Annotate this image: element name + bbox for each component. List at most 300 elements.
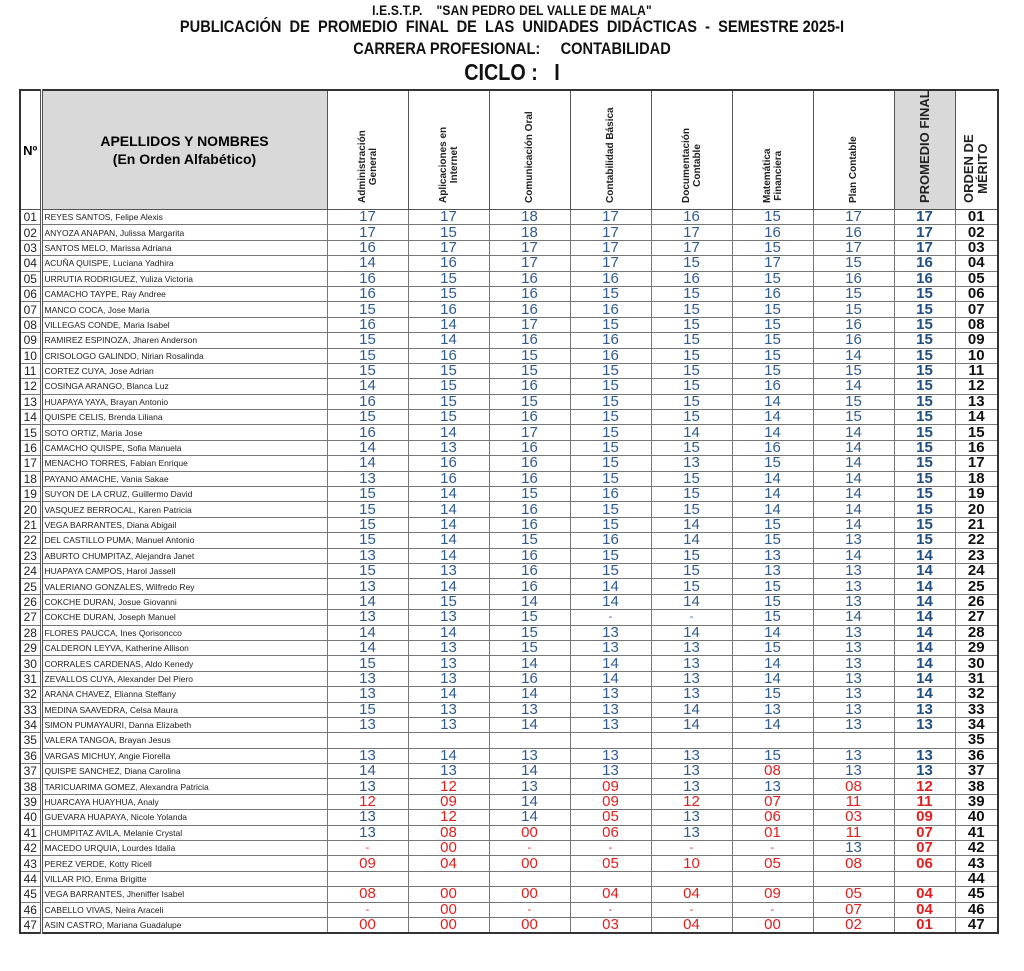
grade-cell: 13: [651, 687, 732, 702]
merit-rank: 24: [955, 563, 998, 578]
grade-cell: 13: [408, 610, 489, 625]
student-name: PAYANO AMACHE, Vania Sakae: [41, 471, 327, 486]
grade-cell: -: [732, 841, 813, 856]
student-name: ABURTO CHUMPITAZ, Alejandra Janet: [41, 548, 327, 563]
table-row: [20, 502, 998, 517]
grade-cell: 04: [408, 856, 489, 871]
grade-cell: 15: [651, 256, 732, 271]
grade-cell: 15: [570, 425, 651, 440]
grade-cell: 15: [570, 456, 651, 471]
student-name: CORTEZ CUYA, Jose Adrian: [41, 363, 327, 378]
grade-cell: 17: [813, 240, 894, 255]
institution-name: I.E.S.T.P. "SAN PEDRO DEL VALLE DE MALA": [372, 2, 652, 18]
final-average: 13: [894, 748, 955, 763]
grade-cell: 16: [327, 317, 408, 332]
table-row: [20, 333, 998, 348]
grade-cell: 16: [489, 410, 570, 425]
grade-cell: 07: [732, 794, 813, 809]
grade-cell: 17: [489, 240, 570, 255]
grade-cell: 05: [813, 887, 894, 902]
grade-cell: [651, 733, 732, 748]
grade-cell: 17: [732, 256, 813, 271]
row-number: 16: [20, 440, 41, 455]
grade-cell: -: [570, 610, 651, 625]
row-number: 24: [20, 563, 41, 578]
row-number: 03: [20, 240, 41, 255]
grade-cell: 14: [732, 717, 813, 732]
grade-cell: 16: [489, 333, 570, 348]
grade-cell: 16: [570, 348, 651, 363]
grade-cell: 04: [651, 887, 732, 902]
grade-cell: 11: [813, 825, 894, 840]
grade-cell: 14: [651, 594, 732, 609]
grade-cell: [327, 871, 408, 886]
table-row: [20, 902, 998, 917]
grade-cell: 14: [732, 410, 813, 425]
table-row: [20, 394, 998, 409]
table-row: [20, 594, 998, 609]
table-row: [20, 271, 998, 286]
grade-cell: 15: [732, 640, 813, 655]
grade-cell: 15: [489, 394, 570, 409]
grade-cell: 15: [732, 517, 813, 532]
final-average: 13: [894, 702, 955, 717]
merit-rank: 46: [955, 902, 998, 917]
grade-cell: 13: [327, 717, 408, 732]
grade-cell: 17: [570, 256, 651, 271]
student-name: CORRALES CARDENAS, Aldo Kenedy: [41, 656, 327, 671]
grade-cell: 17: [570, 210, 651, 225]
final-average: 15: [894, 410, 955, 425]
grade-cell: 15: [489, 487, 570, 502]
final-average: 14: [894, 625, 955, 640]
student-name: MENACHO TORRES, Fabian Enrique: [41, 456, 327, 471]
grade-cell: 13: [651, 656, 732, 671]
grade-cell: 13: [327, 548, 408, 563]
grade-cell: 16: [489, 379, 570, 394]
grade-cell: 01: [732, 825, 813, 840]
grade-cell: 15: [327, 702, 408, 717]
grade-cell: 00: [732, 917, 813, 933]
table-row: [20, 825, 998, 840]
grade-cell: 00: [408, 887, 489, 902]
grade-cell: 15: [570, 379, 651, 394]
grade-cell: 05: [570, 856, 651, 871]
table-row: [20, 917, 998, 933]
merit-rank: 19: [955, 487, 998, 502]
grade-cell: 15: [570, 517, 651, 532]
grade-cell: 13: [813, 533, 894, 548]
grade-cell: 16: [813, 225, 894, 240]
grade-cell: 15: [651, 502, 732, 517]
student-name: ZEVALLOS CUYA, Alexander Del Piero: [41, 671, 327, 686]
merit-rank: 31: [955, 671, 998, 686]
grade-cell: -: [489, 841, 570, 856]
merit-rank: 08: [955, 317, 998, 332]
student-name: QUISPE SANCHEZ, Diana Carolina: [41, 764, 327, 779]
merit-rank: 41: [955, 825, 998, 840]
grade-cell: 09: [570, 779, 651, 794]
grade-cell: 13: [813, 563, 894, 578]
row-number: 07: [20, 302, 41, 317]
merit-rank: 25: [955, 579, 998, 594]
grade-cell: 03: [813, 810, 894, 825]
merit-rank: 13: [955, 394, 998, 409]
student-name: REYES SANTOS, Felipe Alexis: [41, 210, 327, 225]
grade-cell: 14: [408, 533, 489, 548]
row-number: 15: [20, 425, 41, 440]
grade-cell: 13: [570, 764, 651, 779]
merit-rank: 43: [955, 856, 998, 871]
final-average: 13: [894, 764, 955, 779]
grade-cell: 14: [327, 625, 408, 640]
grade-cell: 09: [327, 856, 408, 871]
merit-rank: 01: [955, 210, 998, 225]
grade-cell: 06: [732, 810, 813, 825]
student-rows: [20, 210, 998, 934]
grade-cell: 15: [732, 533, 813, 548]
merit-rank: 17: [955, 456, 998, 471]
grade-cell: 15: [813, 394, 894, 409]
grade-cell: 15: [732, 687, 813, 702]
grade-cell: 13: [489, 702, 570, 717]
document-title: PUBLICACIÓN DE PROMEDIO FINAL DE LAS UNIDADES DIDÁCTICAS - SEMESTRE 2025-I: [179, 17, 845, 36]
final-average: [894, 871, 955, 886]
grade-cell: 14: [408, 425, 489, 440]
grade-cell: 15: [570, 471, 651, 486]
row-number: 46: [20, 902, 41, 917]
final-average: 15: [894, 487, 955, 502]
grade-cell: 16: [489, 502, 570, 517]
grade-cell: 15: [732, 348, 813, 363]
grade-cell: 00: [489, 825, 570, 840]
table-row: [20, 841, 998, 856]
grade-cell: 15: [651, 579, 732, 594]
grade-cell: 16: [489, 302, 570, 317]
rank-label: ORDEN DE MÉRITO: [961, 134, 991, 203]
row-number: 02: [20, 225, 41, 240]
grade-cell: 14: [732, 425, 813, 440]
table-row: [20, 317, 998, 332]
merit-rank: 42: [955, 841, 998, 856]
grade-cell: 14: [813, 487, 894, 502]
grade-cell: 17: [651, 240, 732, 255]
grade-cell: 14: [813, 425, 894, 440]
row-number: 31: [20, 671, 41, 686]
table-row: [20, 687, 998, 702]
table-row: [20, 210, 998, 225]
grade-cell: 13: [408, 702, 489, 717]
final-average: 14: [894, 640, 955, 655]
grade-cell: 15: [651, 548, 732, 563]
grade-cell: -: [327, 841, 408, 856]
grade-cell: 13: [813, 579, 894, 594]
grade-cell: 16: [327, 271, 408, 286]
grade-cell: 13: [813, 594, 894, 609]
final-average: 14: [894, 579, 955, 594]
grade-cell: 14: [408, 502, 489, 517]
grade-cell: 15: [327, 533, 408, 548]
grade-cell: 16: [489, 548, 570, 563]
student-name: VEGA BARRANTES, Jheniffer Isabel: [41, 887, 327, 902]
student-name: SOTO ORTIZ, Maria Jose: [41, 425, 327, 440]
grade-cell: 17: [651, 225, 732, 240]
column-header-rank: [955, 90, 998, 210]
grade-cell: 14: [408, 687, 489, 702]
grade-cell: 15: [570, 410, 651, 425]
grade-cell: 14: [327, 764, 408, 779]
grade-cell: 16: [489, 471, 570, 486]
table-row: [20, 779, 998, 794]
student-name: GUEVARA HUAPAYA, Nicole Yolanda: [41, 810, 327, 825]
grade-cell: 15: [489, 348, 570, 363]
grade-cell: 14: [732, 656, 813, 671]
grade-cell: 15: [408, 410, 489, 425]
grade-cell: 15: [327, 517, 408, 532]
grade-cell: 13: [651, 671, 732, 686]
grade-cell: 03: [570, 917, 651, 933]
grade-cell: 15: [570, 440, 651, 455]
final-average: 15: [894, 440, 955, 455]
final-average: 04: [894, 887, 955, 902]
grade-cell: 12: [408, 810, 489, 825]
merit-rank: 05: [955, 271, 998, 286]
row-number: 06: [20, 286, 41, 301]
merit-rank: 20: [955, 502, 998, 517]
student-name: VILLAR PIO, Enma Brigitte: [41, 871, 327, 886]
student-name: CABELLO VIVAS, Neira Araceli: [41, 902, 327, 917]
table-row: [20, 794, 998, 809]
grade-cell: [732, 871, 813, 886]
grade-cell: 13: [570, 640, 651, 655]
grade-cell: 13: [732, 548, 813, 563]
grade-cell: 15: [732, 748, 813, 763]
grade-cell: 09: [408, 794, 489, 809]
average-label: PROMEDIO FINAL: [916, 90, 932, 203]
grade-cell: 13: [813, 687, 894, 702]
grade-cell: 17: [813, 210, 894, 225]
grade-cell: 14: [732, 471, 813, 486]
final-average: 15: [894, 363, 955, 378]
grade-cell: 15: [327, 333, 408, 348]
grade-cell: 13: [813, 702, 894, 717]
merit-rank: 02: [955, 225, 998, 240]
merit-rank: 40: [955, 810, 998, 825]
student-name: COKCHE DURAN, Joseph Manuel: [41, 610, 327, 625]
grade-cell: 13: [327, 671, 408, 686]
column-header-subject: [570, 90, 651, 210]
student-name: COSINGA ARANGO, Blanca Luz: [41, 379, 327, 394]
grade-cell: 12: [408, 779, 489, 794]
final-average: 07: [894, 841, 955, 856]
grade-cell: 16: [489, 286, 570, 301]
merit-rank: 30: [955, 656, 998, 671]
grade-cell: 13: [813, 625, 894, 640]
merit-rank: 23: [955, 548, 998, 563]
column-header-name-subtitle: (En Orden Alfabético): [112, 151, 257, 167]
grade-cell: [570, 733, 651, 748]
grade-cell: -: [489, 902, 570, 917]
row-number: 08: [20, 317, 41, 332]
grade-cell: 15: [570, 548, 651, 563]
table-row: [20, 517, 998, 532]
student-name: VALERA TANGOA, Brayan Jesus: [41, 733, 327, 748]
grade-cell: 15: [408, 271, 489, 286]
merit-rank: 35: [955, 733, 998, 748]
grade-cell: 15: [327, 656, 408, 671]
table-row: [20, 810, 998, 825]
grade-cell: 15: [408, 363, 489, 378]
grade-cell: 13: [732, 779, 813, 794]
grade-cell: 15: [570, 317, 651, 332]
grade-cell: -: [651, 902, 732, 917]
row-number: 20: [20, 502, 41, 517]
merit-rank: 06: [955, 286, 998, 301]
grade-cell: 13: [651, 779, 732, 794]
row-number: 35: [20, 733, 41, 748]
merit-rank: 11: [955, 363, 998, 378]
table-row: [20, 625, 998, 640]
student-name: CAMACHO TAYPE, Ray Andree: [41, 286, 327, 301]
row-number: 28: [20, 625, 41, 640]
grade-cell: 14: [813, 548, 894, 563]
final-average: 12: [894, 779, 955, 794]
final-average: 15: [894, 286, 955, 301]
grade-cell: 15: [489, 640, 570, 655]
grade-cell: 13: [651, 810, 732, 825]
grade-cell: 17: [327, 210, 408, 225]
grade-cell: 13: [651, 825, 732, 840]
grade-cell: 12: [327, 794, 408, 809]
student-name: VEGA BARRANTES, Diana Abigail: [41, 517, 327, 532]
grade-cell: 16: [570, 271, 651, 286]
grade-cell: 16: [570, 333, 651, 348]
grade-cell: 15: [732, 579, 813, 594]
grade-cell: 14: [570, 656, 651, 671]
table-row: [20, 856, 998, 871]
grade-cell: 13: [813, 656, 894, 671]
grade-cell: 13: [408, 764, 489, 779]
grade-cell: 17: [489, 425, 570, 440]
grade-cell: 16: [327, 425, 408, 440]
table-row: [20, 563, 998, 578]
column-header-subject: [651, 90, 732, 210]
student-name: ASIN CASTRO, Mariana Guadalupe: [41, 917, 327, 933]
grade-cell: 14: [651, 717, 732, 732]
grade-cell: 15: [408, 225, 489, 240]
merit-rank: 34: [955, 717, 998, 732]
row-number: 23: [20, 548, 41, 563]
student-name: TARICUARIMA GOMEZ, Alexandra Patricia: [41, 779, 327, 794]
final-average: 06: [894, 856, 955, 871]
grade-cell: 16: [327, 394, 408, 409]
grade-cell: 15: [732, 240, 813, 255]
grade-cell: 15: [489, 533, 570, 548]
grade-cell: 15: [651, 440, 732, 455]
final-average: 15: [894, 517, 955, 532]
merit-rank: 27: [955, 610, 998, 625]
final-average: 09: [894, 810, 955, 825]
merit-rank: 45: [955, 887, 998, 902]
student-name: URRUTIA RODRIGUEZ, Yuliza Victoria: [41, 271, 327, 286]
grade-cell: -: [570, 841, 651, 856]
grade-cell: 15: [732, 333, 813, 348]
final-average: 17: [894, 225, 955, 240]
final-average: 14: [894, 610, 955, 625]
table-row: [20, 656, 998, 671]
grade-cell: 15: [651, 348, 732, 363]
row-number: 01: [20, 210, 41, 225]
subject-label: Aplicaciones en Internet: [437, 126, 460, 203]
grade-cell: 13: [813, 717, 894, 732]
grade-cell: 14: [408, 487, 489, 502]
grade-cell: 16: [408, 302, 489, 317]
grade-cell: 15: [651, 379, 732, 394]
row-number: 10: [20, 348, 41, 363]
merit-rank: 36: [955, 748, 998, 763]
grade-cell: 14: [813, 517, 894, 532]
student-name: CHUMPITAZ AVILA, Melanie Crystal: [41, 825, 327, 840]
career-label: CARRERA PROFESIONAL: CONTABILIDAD: [353, 39, 671, 58]
final-average: 15: [894, 333, 955, 348]
table-row: [20, 256, 998, 271]
column-header-subject: [732, 90, 813, 210]
merit-rank: 10: [955, 348, 998, 363]
grade-cell: 16: [489, 517, 570, 532]
grade-cell: 13: [327, 579, 408, 594]
merit-rank: 39: [955, 794, 998, 809]
grade-cell: 15: [651, 363, 732, 378]
final-average: 16: [894, 271, 955, 286]
grade-cell: 02: [813, 917, 894, 933]
grade-cell: 15: [570, 286, 651, 301]
row-number: 40: [20, 810, 41, 825]
grade-cell: 15: [408, 594, 489, 609]
grade-cell: 13: [408, 440, 489, 455]
table-row: [20, 440, 998, 455]
final-average: 15: [894, 348, 955, 363]
table-row: [20, 610, 998, 625]
grade-cell: 14: [570, 594, 651, 609]
grade-cell: 14: [408, 517, 489, 532]
final-average: 17: [894, 210, 955, 225]
merit-rank: 33: [955, 702, 998, 717]
grade-cell: 08: [408, 825, 489, 840]
row-number: 21: [20, 517, 41, 532]
student-name: QUISPE CELIS, Brenda Liliana: [41, 410, 327, 425]
student-name: SIMON PUMAYAURI, Danna Elizabeth: [41, 717, 327, 732]
final-average: 15: [894, 379, 955, 394]
grade-cell: 15: [489, 625, 570, 640]
grade-cell: 09: [732, 887, 813, 902]
grade-cell: 13: [570, 687, 651, 702]
final-average: 15: [894, 533, 955, 548]
grade-cell: 15: [732, 594, 813, 609]
final-average: 14: [894, 656, 955, 671]
student-name: SUYON DE LA CRUZ, Guillermo David: [41, 487, 327, 502]
merit-rank: 21: [955, 517, 998, 532]
grade-cell: [651, 871, 732, 886]
table-row: [20, 410, 998, 425]
grade-cell: 10: [651, 856, 732, 871]
grade-cell: 15: [327, 410, 408, 425]
grade-cell: 15: [327, 302, 408, 317]
grade-cell: 14: [489, 794, 570, 809]
grade-cell: 14: [489, 687, 570, 702]
grade-cell: 15: [327, 563, 408, 578]
final-average: 15: [894, 502, 955, 517]
grade-cell: 14: [651, 517, 732, 532]
